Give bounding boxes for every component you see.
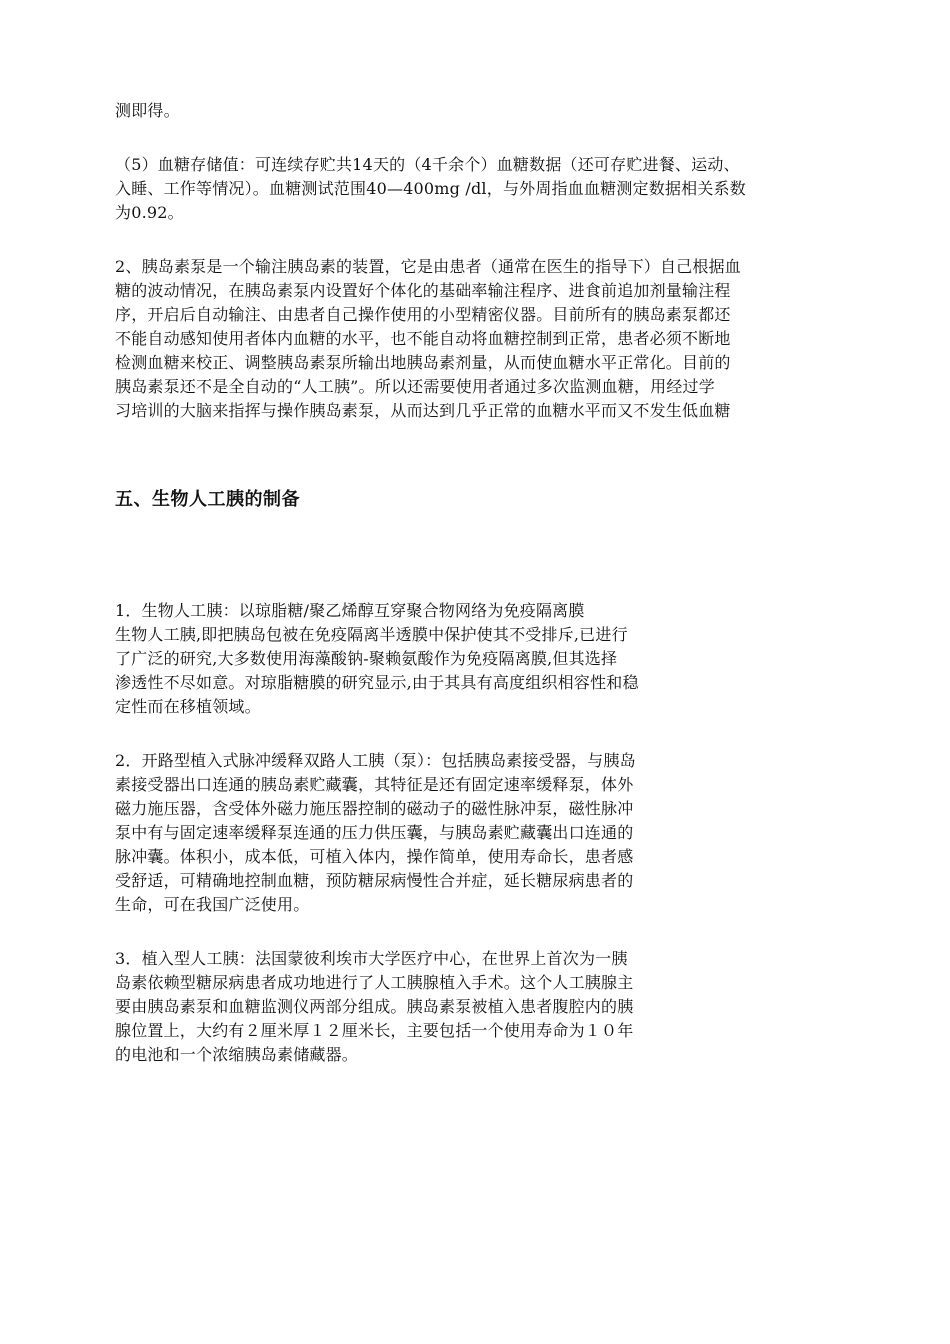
paragraph-line: 糖的波动情况，在胰岛素泵内设置好个体化的基础率输注程序、进食前追加剂量输注程 (115, 281, 731, 300)
paragraph-line: 脉冲囊。体积小，成本低，可植入体内，操作简单，使用寿命长，患者感 (115, 847, 634, 866)
paragraph-line: 入睡、工作等情况）。血糖测试范围40—400mg /dl，与外周指血血糖测定数据相关系数 (115, 179, 746, 198)
paragraph-line: 为0.92。 (115, 203, 184, 222)
paragraph-line: 2．开路型植入式脉冲缓释双路人工胰（泵）：包括胰岛素接受器，与胰岛 (115, 751, 636, 770)
paragraph-line: 习培训的大脑来指挥与操作胰岛素泵，从而达到几乎正常的血糖水平而又不发生低血糖 (115, 401, 731, 420)
paragraph-line: 受舒适，可精确地控制血糖，预防糖尿病慢性合并症，延长糖尿病患者的 (115, 871, 634, 890)
paragraph-line: 定性而在移植领域。 (115, 697, 261, 716)
paragraph-line: 测即得。 (115, 101, 180, 120)
paragraph-line: 3．植入型人工胰：法国蒙彼利埃市大学医疗中心，在世界上首次为一胰 (115, 949, 628, 968)
paragraph-line: 泵中有与固定速率缓释泵连通的压力供压囊，与胰岛素贮藏囊出口连通的 (115, 823, 634, 842)
paragraph-line: 胰岛素泵还不是全自动的“人工胰”。所以还需要使用者通过多次监测血糖，用经过学 (115, 377, 715, 396)
paragraph-line: 1．生物人工胰：以琼脂糖/聚乙烯醇互穿聚合物网络为免疫隔离膜 (115, 601, 585, 620)
section-heading: 五、生物人工胰的制备 (115, 489, 300, 510)
paragraph-line: 腺位置上，大约有２厘米厚１２厘米长，主要包括一个使用寿命为１０年 (115, 1021, 634, 1040)
paragraph-line: 生命，可在我国广泛使用。 (115, 895, 310, 914)
paragraph-line: 了广泛的研究,大多数使用海藻酸钠-聚赖氨酸作为免疫隔离膜,但其选择 (115, 649, 618, 668)
paragraph-line: 要由胰岛素泵和血糖监测仪两部分组成。胰岛素泵被植入患者腹腔内的胰 (115, 997, 634, 1016)
paragraph-line: 磁力施压器，含受体外磁力施压器控制的磁动子的磁性脉冲泵，磁性脉冲 (115, 799, 634, 818)
paragraph-line: 渗透性不尽如意。对琼脂糖膜的研究显示,由于其具有高度组织相容性和稳 (115, 673, 639, 692)
paragraph-line: 岛素依赖型糖尿病患者成功地进行了人工胰腺植入手术。这个人工胰腺主 (115, 973, 634, 992)
paragraph-line: 素接受器出口连通的胰岛素贮藏囊，其特征是还有固定速率缓释泵，体外 (115, 775, 634, 794)
paragraph-line: （5）血糖存储值：可连续存贮共14天的（4千余个）血糖数据（还可存贮进餐、运动、 (115, 155, 740, 174)
paragraph-line: 不能自动感知使用者体内血糖的水平，也不能自动将血糖控制到正常，患者必须不断地 (115, 329, 731, 348)
paragraph-line: 生物人工胰,即把胰岛包被在免疫隔离半透膜中保护使其不受排斥,已进行 (115, 625, 628, 644)
paragraph-line: 2、胰岛素泵是一个输注胰岛素的装置，它是由患者（通常在医生的指导下）自己根据血 (115, 257, 741, 276)
paragraph-line: 检测血糖来校正、调整胰岛素泵所输出地胰岛素剂量，从而使血糖水平正常化。目前的 (115, 353, 731, 372)
paragraph-line: 序，开启后自动输注、由患者自己操作使用的小型精密仪器。目前所有的胰岛素泵都还 (115, 305, 731, 324)
paragraph-line: 的电池和一个浓缩胰岛素储藏器。 (115, 1045, 359, 1064)
